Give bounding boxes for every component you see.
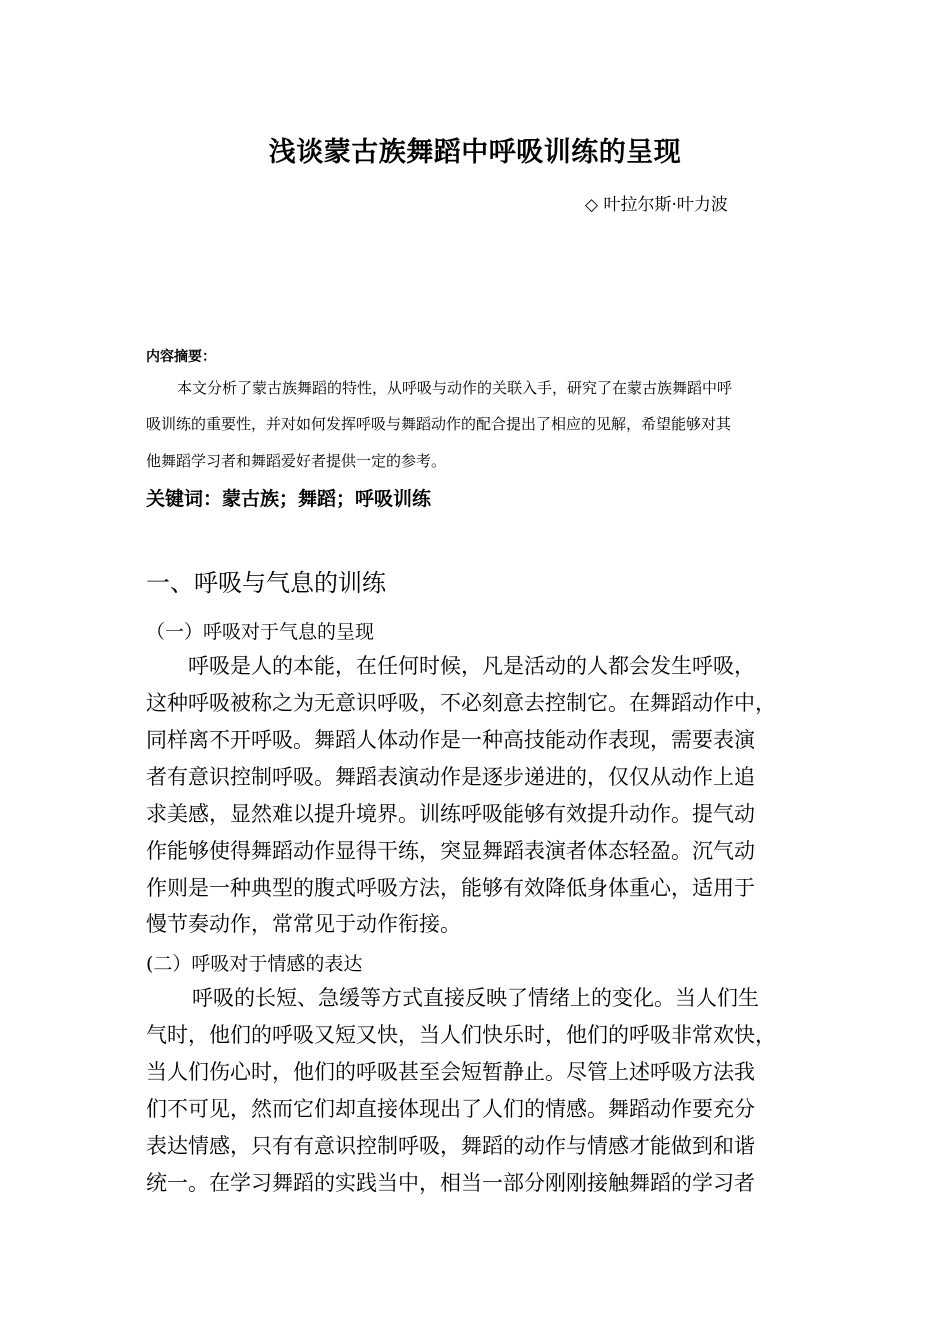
- body-line: 慢节奏动作，常常见于动作衔接。: [146, 912, 461, 936]
- abstract-line: 吸训练的重要性，并对如何发挥呼吸与舞蹈动作的配合提出了相应的见解，希望能够对其: [146, 415, 732, 433]
- body-line: 气时，他们的呼吸又短又快，当人们快乐时，他们的呼吸非常欢快，: [146, 1023, 776, 1047]
- body-line: 求美感，显然难以提升境界。训练呼吸能够有效提升动作。提气动: [146, 802, 755, 826]
- subsection-heading: (二）呼吸对于情感的表达: [146, 953, 363, 975]
- body-line: 这种呼吸被称之为无意识呼吸，不必刻意去控制它。在舞蹈动作中，: [146, 691, 776, 715]
- body-line: 呼吸是人的本能，在任何时候，凡是活动的人都会发生呼吸，: [188, 654, 755, 678]
- body-line: 作则是一种典型的腹式呼吸方法，能够有效降低身体重心，适用于: [146, 876, 755, 900]
- body-line: 统一。在学习舞蹈的实践当中，相当一部分刚刚接触舞蹈的学习者: [146, 1171, 755, 1195]
- body-line: 作能够使得舞蹈动作显得干练，突显舞蹈表演者体态轻盈。沉气动: [146, 839, 755, 863]
- body-line: 当人们伤心时，他们的呼吸甚至会短暂静止。尽管上述呼吸方法我: [146, 1060, 755, 1084]
- body-line: 呼吸的长短、急缓等方式直接反映了情绪上的变化。当人们生: [192, 986, 759, 1010]
- abstract-line: 他舞蹈学习者和舞蹈爱好者提供一定的参考。: [146, 452, 447, 470]
- body-line: 们不可见，然而它们却直接体现出了人们的情感。舞蹈动作要充分: [146, 1097, 755, 1121]
- body-line: 者有意识控制呼吸。舞蹈表演动作是逐步递进的，仅仅从动作上追: [146, 765, 755, 789]
- keywords: 关键词：蒙古族；舞蹈；呼吸训练: [146, 488, 432, 510]
- section-heading: 一、呼吸与气息的训练: [146, 569, 386, 597]
- body-line: 同样离不开呼吸。舞蹈人体动作是一种高技能动作表现，需要表演: [146, 728, 755, 752]
- paper-title: 浅谈蒙古族舞蹈中呼吸训练的呈现: [268, 137, 682, 168]
- abstract-label: 内容摘要：: [146, 349, 216, 365]
- abstract-line: 本文分析了蒙古族舞蹈的特性，从呼吸与动作的关联入手，研究了在蒙古族舞蹈中呼: [177, 379, 733, 397]
- author-line: ◇ 叶拉尔斯·叶力波: [585, 195, 728, 215]
- subsection-heading: （一）呼吸对于气息的呈现: [146, 621, 375, 643]
- body-line: 表达情感，只有有意识控制呼吸，舞蹈的动作与情感才能做到和谐: [146, 1134, 755, 1158]
